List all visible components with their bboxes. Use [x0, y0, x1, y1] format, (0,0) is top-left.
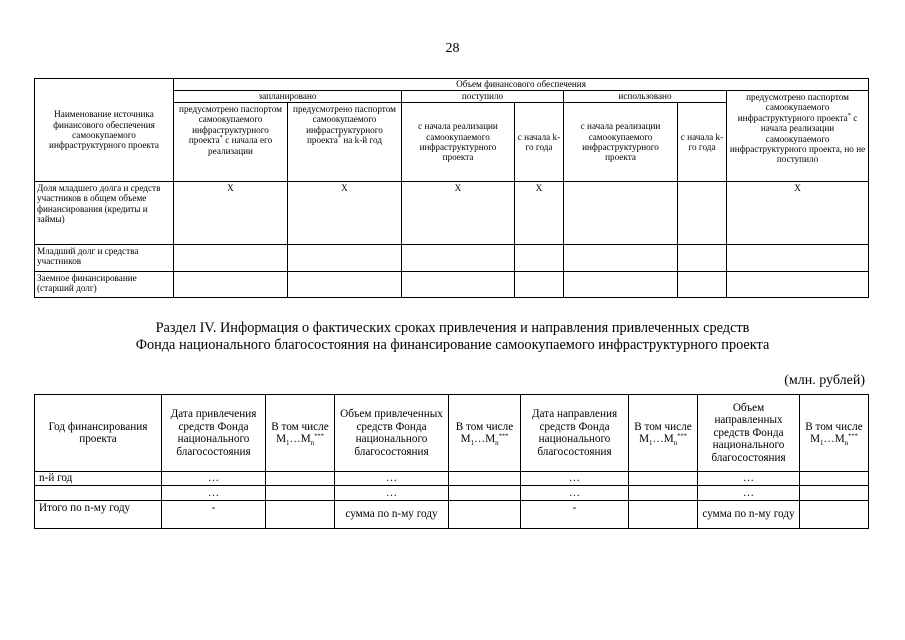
table-cell: X: [174, 182, 288, 245]
table-cell: …: [162, 472, 266, 486]
table-cell: [564, 272, 678, 298]
table-cell: [402, 272, 515, 298]
page-number: 28: [445, 41, 460, 56]
table-cell: [800, 486, 869, 501]
section-title: [0, 320, 905, 354]
including-m-header: В том числе $M_1\dots M_n^{***}$: [800, 395, 869, 472]
table-cell: …: [698, 486, 800, 501]
table-cell: X: [402, 182, 515, 245]
table-cell: [727, 245, 869, 272]
source-name-header: Наименование источника финансового обеспечения самоокупаемого инфраструктурного проекта: [35, 79, 174, 182]
table-cell: [678, 272, 727, 298]
table-cell: [288, 245, 402, 272]
date-attract-header: Дата привлечения средств Фонда национального благосостояния: [162, 395, 266, 472]
planned-k-year-header: предусмотрено паспортом самоокупаемого инфраструктурного проекта* на k-й год: [288, 103, 402, 182]
planned-since-start-header: предусмотрено паспортом самоокупаемого инфраструктурного проекта* с начала его реализации: [174, 103, 288, 182]
received-k-year-header: с начала k-го года: [515, 103, 564, 182]
table-cell: [678, 182, 727, 245]
table-cell: [174, 272, 288, 298]
including-m-header: В том числе $M_1\dots M_n^{***}$: [629, 395, 698, 472]
section-title-line2: Фонда национального благосостояния на финансирование самоокупаемого инфраструктурного проекта: [135, 337, 770, 353]
table-cell: …: [162, 486, 266, 501]
section-title-line1: Раздел IV. Информация о фактических сроках привлечения и направления привлеченных средств: [155, 320, 750, 336]
table-cell: [629, 486, 698, 501]
table-cell: сумма по n-му году: [335, 501, 449, 529]
table-cell: [449, 472, 521, 486]
table-cell: …: [698, 472, 800, 486]
table-cell: …: [335, 486, 449, 501]
used-header: использовано: [564, 91, 727, 103]
used-since-start-header: с начала реализации самоокупаемого инфраструктурного проекта: [564, 103, 678, 182]
table-cell: [564, 182, 678, 245]
table-cell: …: [521, 486, 629, 501]
volume-direct-header: Объем направленных средств Фонда национального благосостояния: [698, 395, 800, 472]
table-cell: X: [515, 182, 564, 245]
table-cell: [266, 501, 335, 529]
year-header: Год финансирования проекта: [35, 395, 162, 472]
received-since-start-header: с начала реализации самоокупаемого инфраструктурного проекта: [402, 103, 515, 182]
received-header: поступило: [402, 91, 564, 103]
table-cell: [402, 245, 515, 272]
financing-volume-table: [34, 78, 869, 298]
table-cell: …: [335, 472, 449, 486]
table-cell: сумма по n-му году: [698, 501, 800, 529]
table-cell: X: [288, 182, 402, 245]
date-direct-header: Дата направления средств Фонда национального благосостояния: [521, 395, 629, 472]
table-cell: [727, 272, 869, 298]
table-row: [35, 472, 869, 486]
table-row: [35, 182, 869, 245]
table-cell: X: [727, 182, 869, 245]
table-cell: [449, 501, 521, 529]
volume-attract-header: Объем привлеченных средств Фонда национального благосостояния: [335, 395, 449, 472]
year-cell: n-й год: [35, 472, 162, 486]
table-cell: [288, 272, 402, 298]
table-row: [35, 501, 869, 529]
table-cell: -: [162, 501, 266, 529]
planned-header: запланировано: [174, 91, 402, 103]
units-label: (млн. рублей): [784, 373, 865, 388]
table-cell: [266, 486, 335, 501]
table-cell: …: [521, 472, 629, 486]
year-cell: [35, 486, 162, 501]
fund-dates-table: [34, 394, 869, 529]
table-cell: [629, 472, 698, 486]
including-m-header: В том числе $M_1\dots M_n^{***}$: [266, 395, 335, 472]
passport-not-received-header: предусмотрено паспортом самоокупаемого инфраструктурного проекта* с начала реализации самоокупаемого инфраструктурного проекта, но не поступило: [727, 91, 869, 182]
table-row: [35, 486, 869, 501]
row-name: Младший долг и средства участников: [35, 245, 174, 272]
table-cell: [678, 245, 727, 272]
table-cell: [800, 472, 869, 486]
table-cell: [629, 501, 698, 529]
table-cell: [515, 245, 564, 272]
financing-volume-header: Объем финансового обеспечения: [174, 79, 869, 91]
table-row: [35, 245, 869, 272]
table-cell: [266, 472, 335, 486]
year-cell: Итого по n-му году: [35, 501, 162, 529]
table-cell: [449, 486, 521, 501]
table-cell: [564, 245, 678, 272]
table-cell: [800, 501, 869, 529]
table-cell: [174, 245, 288, 272]
table-row: [35, 272, 869, 298]
including-m-header: В том числе $M_1\dots M_n^{***}$: [449, 395, 521, 472]
row-name: Доля младшего долга и средств участников в общем объеме финансирования (кредиты и займы): [35, 182, 174, 245]
row-name: Заемное финансирование (старший долг): [35, 272, 174, 298]
table-cell: [515, 272, 564, 298]
table-cell: -: [521, 501, 629, 529]
used-k-year-header: с начала k-го года: [678, 103, 727, 182]
